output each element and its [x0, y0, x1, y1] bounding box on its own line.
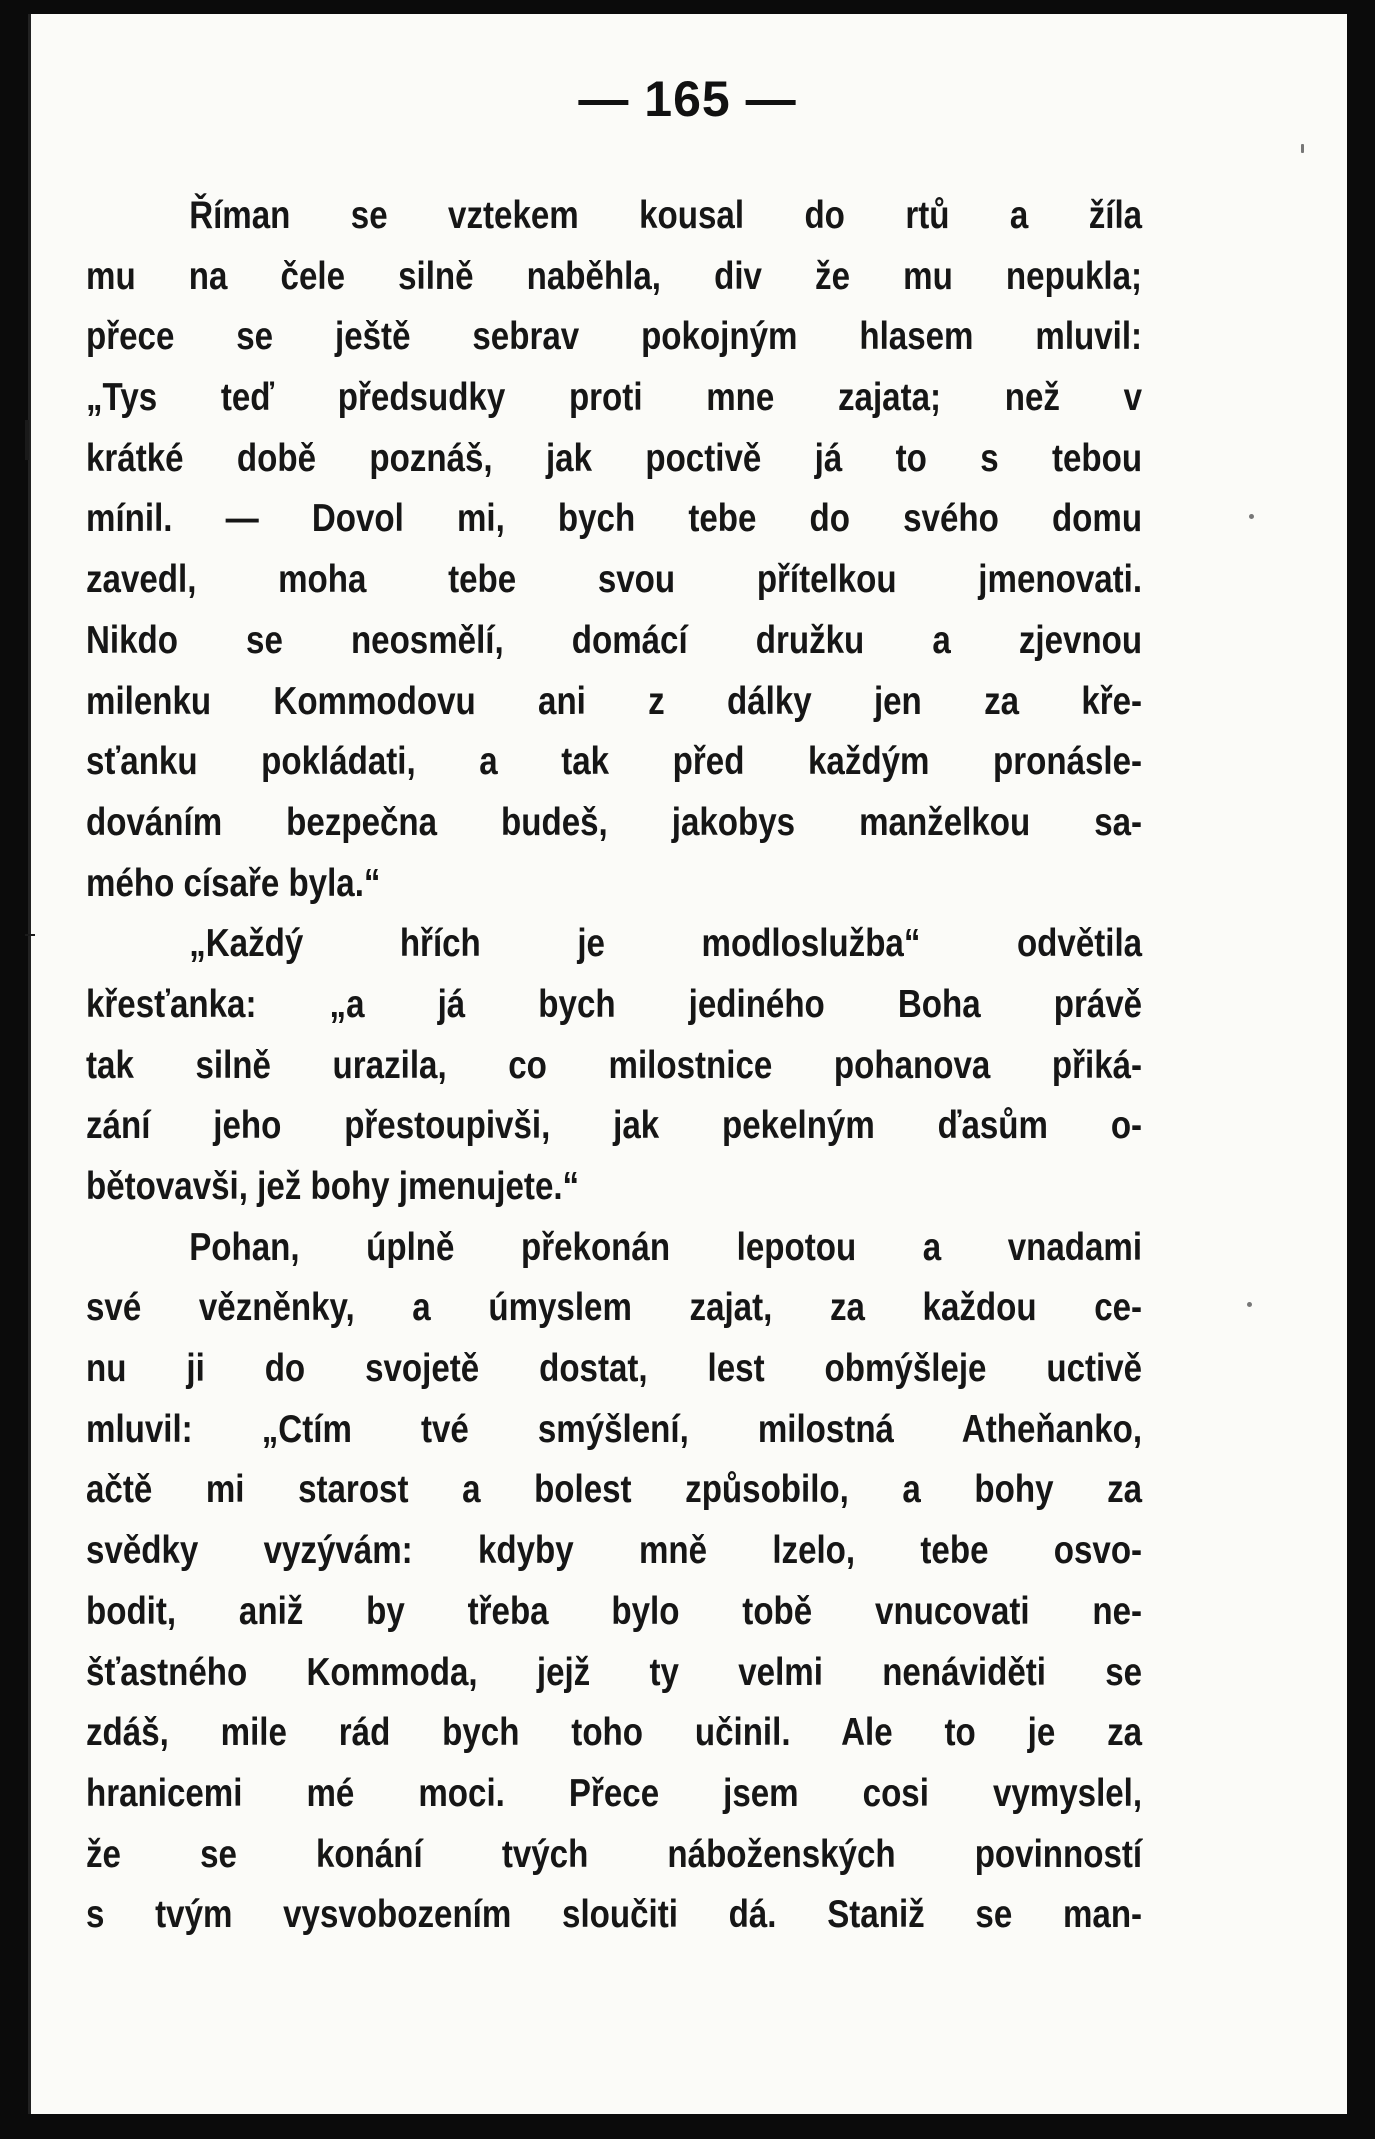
text-line: „Tys teď předsudky proti mne zajata; než v [86, 376, 1143, 420]
text-line: křesťanka: „a já bych jediného Boha právě [86, 982, 1143, 1026]
text-line: mu na čele silně naběhla, div že mu nepukla; [86, 254, 1143, 298]
text-line: šťastného Kommoda, jejž ty velmi nenáviděti se [86, 1650, 1143, 1694]
text-line: ačtě mi starost a bolest způsobilo, a bohy za [86, 1468, 1143, 1512]
text-line: své vězněnky, a úmyslem zajat, za každou ce- [86, 1286, 1143, 1330]
text-line: Nikdo se neosmělí, domácí družku a zjevnou [86, 618, 1143, 662]
text-line: přece se ještě sebrav pokojným hlasem mluvil: [86, 315, 1143, 359]
text-line: hranicemi mé moci. Přece jsem cosi vymyslel, [86, 1771, 1143, 1815]
paper-speck [1301, 144, 1304, 153]
text-line: krátké době poznáš, jak poctivě já to s tebou [86, 436, 1143, 480]
text-line: zdáš, mile rád bych toho učinil. Ale to je za [86, 1711, 1143, 1755]
text-line: mínil. — Dovol mi, bych tebe do svého domu [86, 497, 1143, 541]
paper-speck [1249, 514, 1254, 519]
body-text [86, 186, 1143, 1946]
text-line: bodit, aniž by třeba bylo tobě vnucovati ne- [86, 1589, 1143, 1633]
text-line: milenku Kommodovu ani z dálky jen za kře- [86, 679, 1143, 723]
paper-speck [1247, 1302, 1252, 1307]
text-line: tak silně urazila, co milostnice pohanova přiká- [86, 1043, 1143, 1087]
text-line: sťanku pokládati, a tak před každým pronásle- [86, 740, 1143, 784]
text-line: mého císaře byla.“ [86, 861, 381, 905]
text-line: zavedl, moha tebe svou přítelkou jmenovati. [86, 558, 1143, 602]
binding-edge-mark [25, 420, 29, 460]
text-line: že se konání tvých náboženských povinností [86, 1832, 1143, 1876]
text-line: bětovavši, jež bohy jmenujete.“ [86, 1165, 580, 1208]
text-line: Říman se vztekem kousal do rtů a žíla [189, 194, 1143, 237]
text-line: dováním bezpečna budeš, jakobys manželkou sa- [86, 800, 1143, 844]
text-line: mluvil: „Ctím tvé smýšlení, milostná Atheňanko, [86, 1407, 1143, 1451]
text-line: „Každý hřích je modloslužba“ odvětila [189, 922, 1143, 966]
text-line: svědky vyzývám: kdyby mně lzelo, tebe osvo- [86, 1529, 1143, 1573]
page-number: — 165 — [578, 71, 797, 127]
binding-edge-mark [25, 934, 35, 936]
text-line: nu ji do svojetě dostat, lest obmýšleje uctivě [86, 1347, 1143, 1391]
text-line: s tvým vysvobozením sloučiti dá. Staniž se man- [86, 1893, 1143, 1937]
text-line: zání jeho přestoupivši, jak pekelným ďasům o- [86, 1104, 1143, 1148]
text-line: Pohan, úplně překonán lepotou a vnadami [189, 1225, 1143, 1269]
